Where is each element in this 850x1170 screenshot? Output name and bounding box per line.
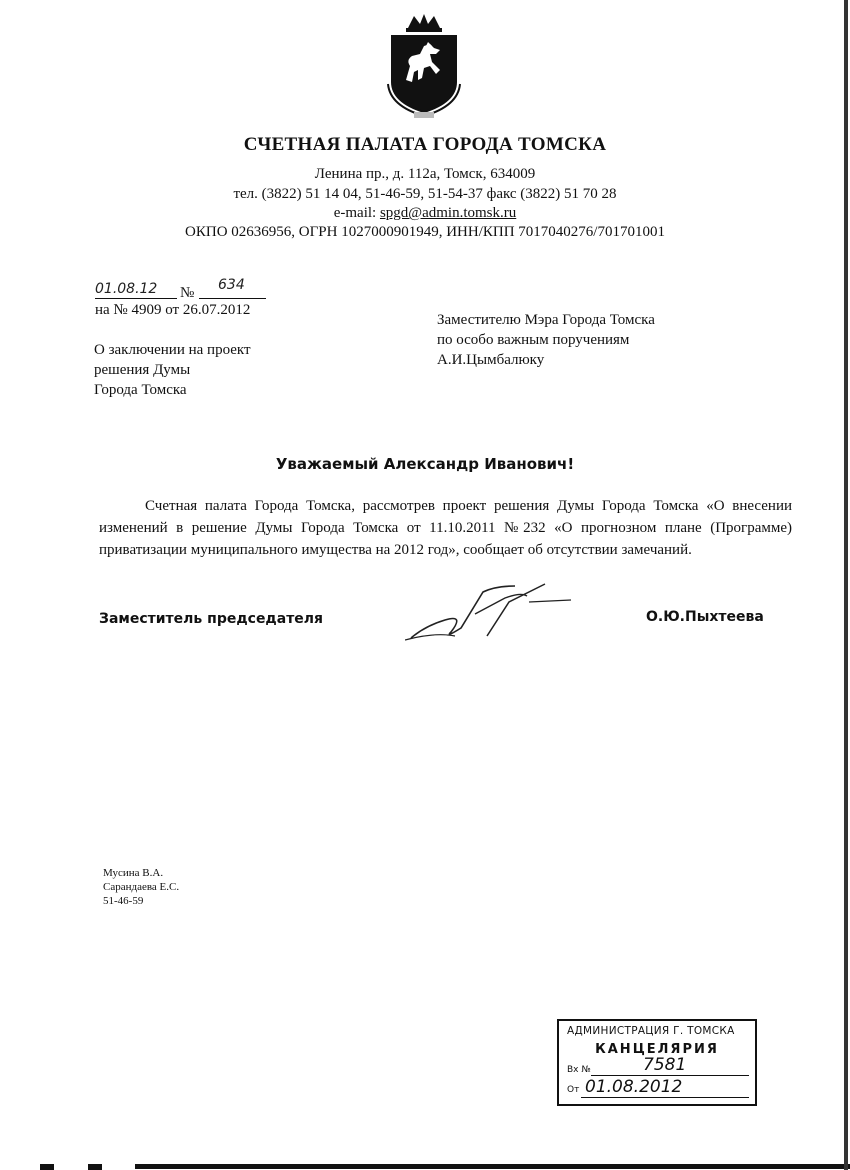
subject-block xyxy=(94,340,251,400)
org-phone: тел. (3822) 51 14 04, 51-46-59, 51-54-37 факс (3822) 51 70 28 xyxy=(233,186,617,202)
executor-line: Сарандаева Е.С. xyxy=(103,881,180,893)
addressee-line: по особо важным поручениям xyxy=(437,332,630,348)
stamp-department: КАНЦЕЛЯРИЯ xyxy=(595,1042,719,1057)
body-text: Счетная палата Города Томска, рассмотрев проект решения Думы Города Томска «О внесении изменений в решение Думы Города Томска от 11.10.2011 №232 «О прогнозном плане (Программе) приватизации муниципального имущества на 2012 год», сообщает об отсутствии замечаний. xyxy=(99,498,792,558)
stamp-date-label: От xyxy=(567,1085,580,1095)
addressee-block xyxy=(437,310,655,370)
reply-reference: на № 4909 от 26.07.2012 xyxy=(95,302,251,318)
executors-block xyxy=(103,866,179,908)
stamp-date: 01.08.2012 xyxy=(585,1077,683,1097)
handwritten-signature xyxy=(405,580,575,645)
scan-edge-line xyxy=(844,0,848,1170)
executor-line: Мусина В.А. xyxy=(103,867,164,879)
subject-line: решения Думы xyxy=(94,362,191,378)
email-label: e-mail: xyxy=(333,205,380,221)
org-email-line xyxy=(0,205,850,222)
addressee-line: Заместителю Мэра Города Томска xyxy=(437,312,655,328)
outgoing-date: 01.08.12 xyxy=(95,281,158,297)
stamp-in-label: Вх № xyxy=(567,1065,591,1075)
email-link[interactable]: spgd@admin.tomsk.ru xyxy=(379,205,517,221)
number-label: № xyxy=(180,285,195,301)
outgoing-number: 634 xyxy=(218,277,245,293)
executor-line: 51-46-59 xyxy=(103,895,144,907)
stamp-org: АДМИНИСТРАЦИЯ Г. ТОМСКА xyxy=(567,1025,735,1037)
coat-of-arms-emblem xyxy=(384,14,464,120)
stamp-in-number: 7581 xyxy=(643,1055,687,1075)
org-name: СЧЕТНАЯ ПАЛАТА ГОРОДА ТОМСКА xyxy=(243,134,607,155)
registration-stamp xyxy=(557,1019,757,1106)
addressee-line: А.И.Цымбалюку xyxy=(437,352,545,368)
signatory-role: Заместитель председателя xyxy=(99,611,324,627)
scan-edge-mark xyxy=(40,1164,54,1170)
org-address: Ленина пр., д. 112а, Томск, 634009 xyxy=(314,166,536,182)
signatory-name: О.Ю.Пыхтеева xyxy=(646,609,764,625)
org-codes: ОКПО 02636956, ОГРН 1027000901949, ИНН/КПП 7017040276/701701001 xyxy=(185,224,665,240)
subject-line: О заключении на проект xyxy=(94,342,251,358)
scan-edge-mark xyxy=(88,1164,102,1170)
subject-line: Города Томска xyxy=(94,382,187,398)
scan-edge-line xyxy=(135,1164,850,1169)
salutation: Уважаемый Александр Иванович! xyxy=(275,455,575,473)
